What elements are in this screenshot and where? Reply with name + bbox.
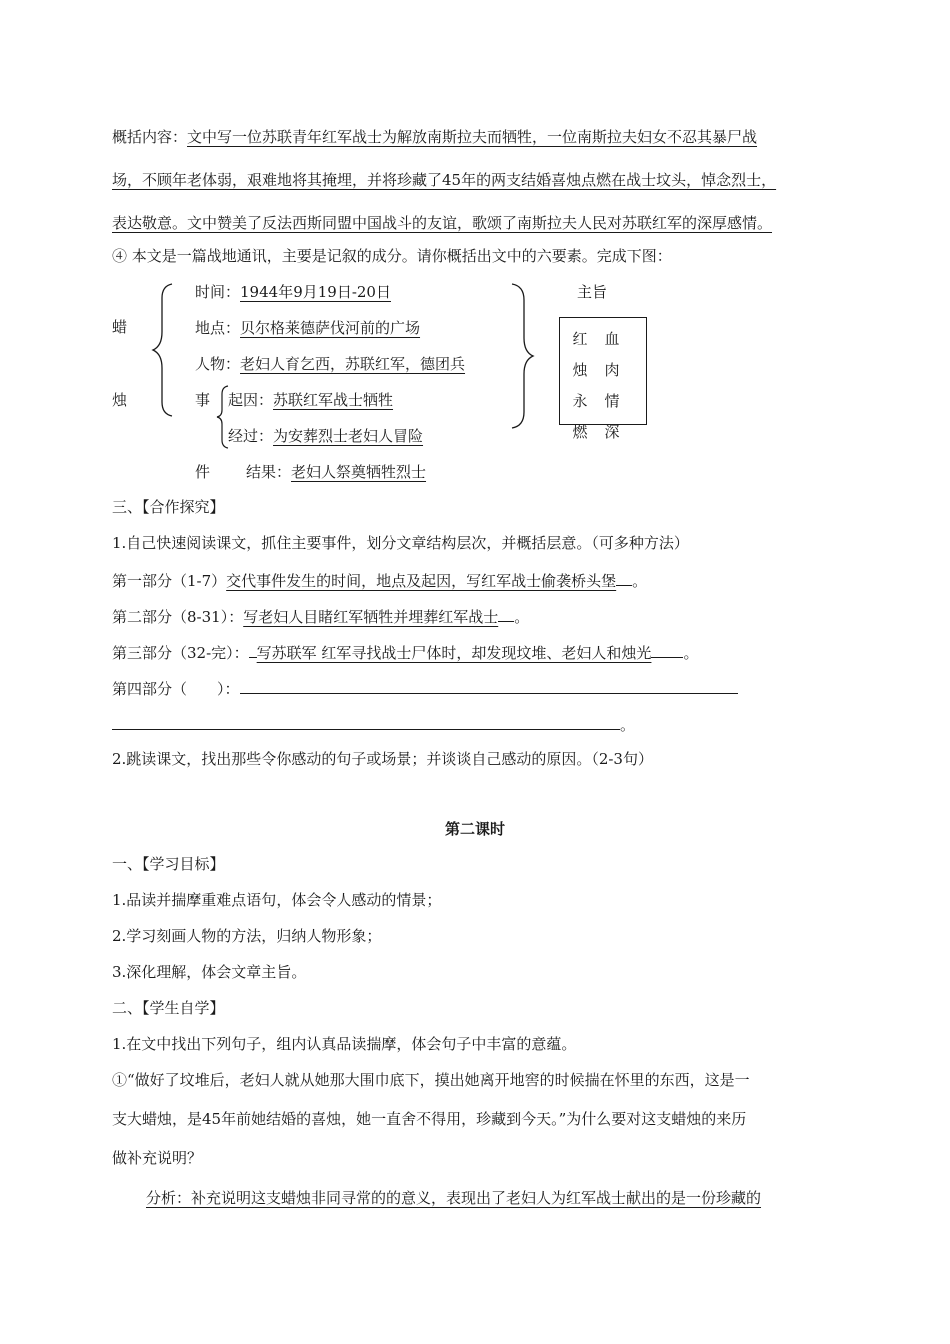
- part-2-label: 第二部分（8-31）：: [112, 608, 244, 626]
- theme-box: [559, 317, 647, 441]
- right-brace: [508, 280, 538, 432]
- lesson-2-title: 第二课时: [444, 820, 505, 838]
- part-4-answer-blank-2[interactable]: [112, 713, 620, 730]
- people-label: 人物：: [195, 355, 241, 373]
- result-row: [246, 462, 426, 482]
- section-3-question-1: 1.自己快速阅读课文，抓住主要事件，划分文章结构层次，并概括层意。（可多种方法）: [112, 534, 689, 552]
- part-3-value: 写苏联军 红军寻找战士尸体时，却发现坟堆、老妇人和烛光: [256, 644, 652, 662]
- theme-title: 主旨: [577, 283, 608, 301]
- part-3-blank: [651, 641, 683, 658]
- quote-line-1: ①“做好了坟堆后，老妇人就从她那大围巾底下，摸出她离开地窖的时候揣在怀里的东西，这是一: [112, 1071, 750, 1089]
- part-1-label: 第一部分（1-7）: [112, 572, 227, 590]
- result-label: 结果：: [246, 463, 292, 481]
- time-label: 时间：: [195, 283, 241, 301]
- time-row: [195, 282, 391, 302]
- part-1-blank: [616, 569, 632, 586]
- part-3-period: 。: [683, 644, 699, 662]
- summary-text-1: 文中写一位苏联青年红军战士为解放南斯拉夫而牺牲，一位南斯拉夫妇女不忍其暴尸战: [187, 128, 758, 146]
- theme-column-2: [602, 324, 622, 448]
- part-4-answer-blank[interactable]: [240, 677, 738, 694]
- part-1-value: 交代事件发生的时间，地点及起因，写红军战士偷袭桥头堡: [226, 572, 617, 590]
- analysis-line: 分析：补充说明这支蜡烛非同寻常的的意义，表现出了老妇人为红军战士献出的是一份珍藏的: [146, 1189, 762, 1207]
- process-label: 经过：: [228, 427, 274, 445]
- goal-1: 1.品读并揣摩重难点语句，体会令人感动的情景；: [112, 891, 442, 909]
- place-row: [195, 318, 420, 338]
- part-2-period: 。: [514, 608, 530, 626]
- theme-char: 烛: [572, 361, 588, 379]
- process-value: 为安葬烈士老妇人冒险: [273, 427, 424, 445]
- self-study-heading: 二、【学生自学】: [112, 999, 225, 1017]
- theme-char: 燃: [572, 423, 588, 441]
- people-value: 老妇人育乞西，苏联红军，德团兵: [240, 355, 466, 373]
- part-1-period: 。: [632, 572, 648, 590]
- diagram-left-char-2: 烛: [112, 391, 128, 409]
- part-4-continuation: [112, 713, 635, 735]
- part-1-row: [112, 569, 647, 591]
- summary-line-2: 场，不顾年老体弱，艰难地将其掩埋，并将珍藏了45年的两支结婚喜烛点燃在战士坟头，悼念烈士，: [112, 171, 777, 189]
- people-row: [195, 354, 465, 374]
- process-row: [228, 426, 423, 446]
- goals-heading: 一、【学习目标】: [112, 855, 225, 873]
- place-label: 地点：: [195, 319, 241, 337]
- theme-char: 情: [604, 392, 620, 410]
- theme-column-1: [570, 324, 590, 448]
- cause-label: 起因：: [228, 391, 274, 409]
- theme-char: 红: [572, 330, 588, 348]
- part-3-label: 第三部分（32-完）：: [112, 644, 249, 662]
- section-3-heading: 三、【合作探究】: [112, 498, 225, 516]
- question-4: ④ 本文是一篇战地通讯，主要是记叙的成分。请你概括出文中的六要素。完成下图：: [112, 247, 672, 265]
- quote-line-3: 做补充说明？: [112, 1149, 203, 1167]
- section-3-question-2: 2.跳读课文，找出那些令你感动的句子或场景；并谈谈自己感动的原因。（2-3句）: [112, 750, 653, 768]
- part-2-value: 写老妇人目睹红军牺牲并埋葬红军战士: [243, 608, 499, 626]
- time-value: 1944年9月19日-20日: [240, 283, 391, 301]
- theme-char: 肉: [604, 361, 620, 379]
- theme-char: 深: [604, 423, 620, 441]
- part-4-period: 。: [620, 716, 636, 734]
- theme-char: 永: [572, 392, 588, 410]
- part-2-row: [112, 605, 529, 627]
- cause-row: [228, 390, 393, 410]
- left-brace: [150, 280, 180, 420]
- result-value: 老妇人祭奠牺牲烈士: [291, 463, 427, 481]
- goal-2: 2.学习刻画人物的方法，归纳人物形象；: [112, 927, 382, 945]
- part-4-row: [112, 677, 738, 699]
- summary-line-1: [112, 127, 757, 147]
- part-3-lead-blank: [249, 641, 257, 658]
- diagram-left-char-1: 蜡: [112, 318, 128, 336]
- part-4-label: 第四部分（ ）：: [112, 680, 240, 698]
- goal-3: 3.深化理解，体会文章主旨。: [112, 963, 307, 981]
- part-3-row: [112, 641, 698, 663]
- summary-label: 概括内容：: [112, 128, 188, 146]
- summary-line-3: 表达敬意。文中赞美了反法西斯同盟中国战斗的友谊，歌颂了南斯拉夫人民对苏联红军的深厚感情。: [112, 214, 773, 232]
- event-char-1: 事: [195, 391, 211, 409]
- quote-line-2: 支大蜡烛，是45年前她结婚的喜烛，她一直舍不得用，珍藏到今天。”为什么要对这支蜡烛的来历: [112, 1110, 747, 1128]
- cause-value: 苏联红军战士牺牲: [273, 391, 394, 409]
- theme-char: 血: [604, 330, 620, 348]
- task-1: 1.在文中找出下列句子，组内认真品读揣摩，体会句子中丰富的意蕴。: [112, 1035, 577, 1053]
- place-value: 贝尔格莱德萨伐河前的广场: [240, 319, 421, 337]
- event-char-2: 件: [195, 463, 211, 481]
- part-2-blank: [498, 605, 514, 622]
